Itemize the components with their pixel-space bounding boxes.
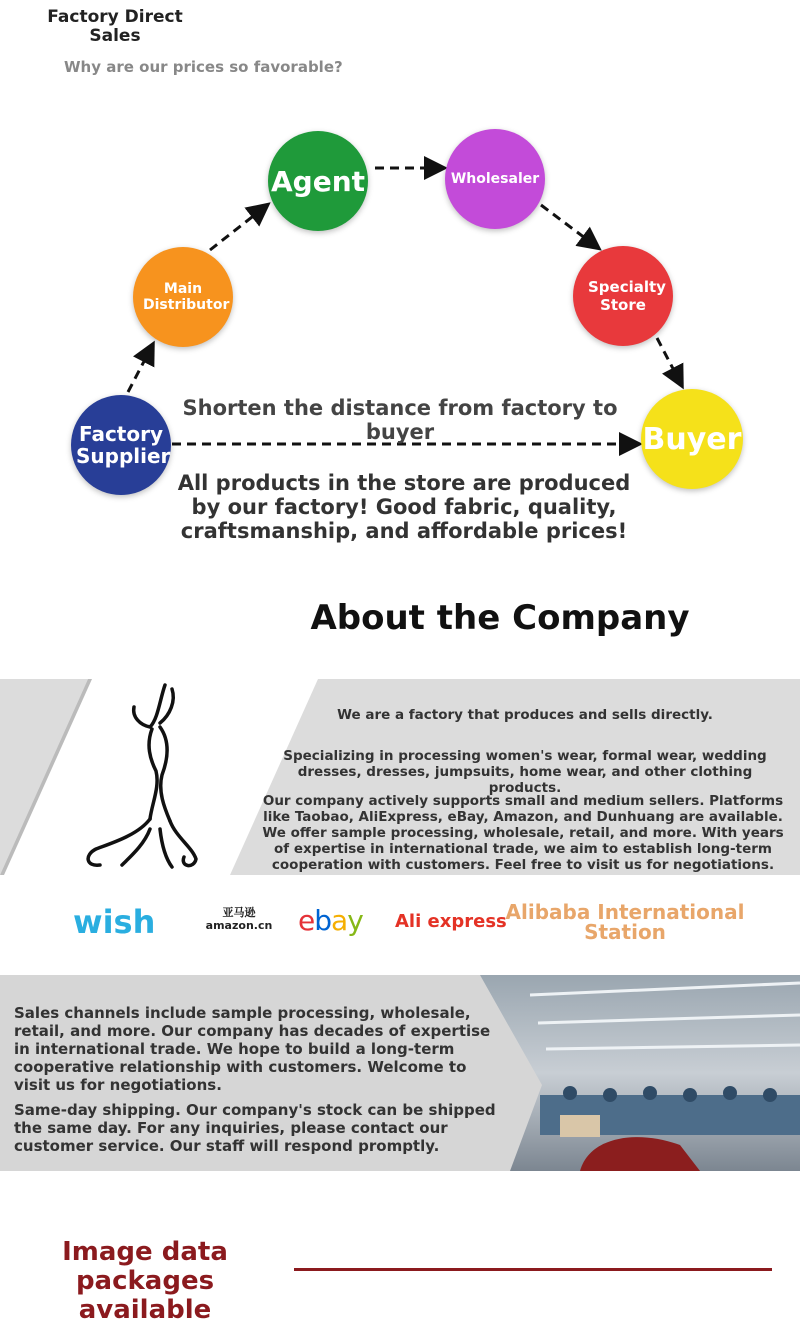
page-title: Factory Direct Sales (47, 7, 183, 46)
aliexpress-logo: Ali express (395, 911, 507, 932)
shorten-distance-text: Shorten the distance from factory to buyer (182, 396, 618, 444)
agent-node (268, 131, 368, 231)
specialty-store-node (573, 246, 673, 346)
ebay-letter-b: b (314, 904, 332, 937)
ebay-letter-e: e (298, 904, 315, 937)
buyer-label: Buyer (642, 421, 742, 457)
wish-logo: wish (73, 903, 156, 941)
amazon-logo: 亚马逊 amazon.cn (205, 906, 273, 932)
main-distributor-node (133, 247, 233, 347)
wholesaler-node (445, 129, 545, 229)
image-data-heading: Image data packages available (62, 1237, 228, 1325)
ebay-letter-a: a (331, 904, 348, 937)
company-intro: We are a factory that produces and sells directly. (337, 707, 713, 723)
about-heading: About the Company (310, 598, 690, 638)
page-subtitle: Why are our prices so favorable? (64, 58, 343, 76)
main-distributor-label: Main Distributor (143, 281, 230, 313)
arrow-factory-main (128, 346, 152, 392)
specialty-store-label: Specialty Store (588, 278, 666, 314)
sales-channels-text: Sales channels include sample processing, wholesale, retail, and more. Our company has decades of expertise in international trade. We hope to build a long-term cooperative relationship with customers. Welcome to visit us for negotiations. (14, 1004, 491, 1094)
factory-supplier-label: Factory Supplier (76, 422, 171, 468)
arrow-main-agent (210, 206, 266, 250)
arrow-wholesaler-specialty (541, 205, 597, 247)
buyer-node (641, 389, 743, 489)
shipping-text: Same-day shipping. Our company's stock can be shipped the same day. For any inquiries, please contact our customer service. Our staff will respond promptly. (14, 1101, 496, 1155)
products-statement: All products in the store are produced by our factory! Good fabric, quality, craftsmanship, and affordable prices! (177, 471, 631, 543)
agent-label: Agent (270, 164, 366, 198)
factory-supplier-node (71, 395, 171, 495)
wholesaler-label: Wholesaler (450, 171, 540, 187)
heading-underline (294, 1268, 772, 1271)
company-specialty: Specializing in processing women's wear, formal wear, wedding dresses, dresses, jumpsuits, home wear, and other clothing products. (283, 748, 767, 796)
alibaba-logo: Alibaba International Station (505, 900, 745, 944)
ebay-logo (298, 904, 363, 937)
company-support: Our company actively supports small and medium sellers. Platforms like Taobao, AliExpress, eBay, Amazon, and Dunhuang are available. We offer sample processing, wholesale, retail, and more. With years of expertise in international trade, we aim to establish long-term cooperation with customers. Feel free to visit us for negotiations. (262, 793, 784, 873)
ebay-letter-y: y (347, 904, 363, 937)
arrow-specialty-buyer (657, 338, 681, 384)
